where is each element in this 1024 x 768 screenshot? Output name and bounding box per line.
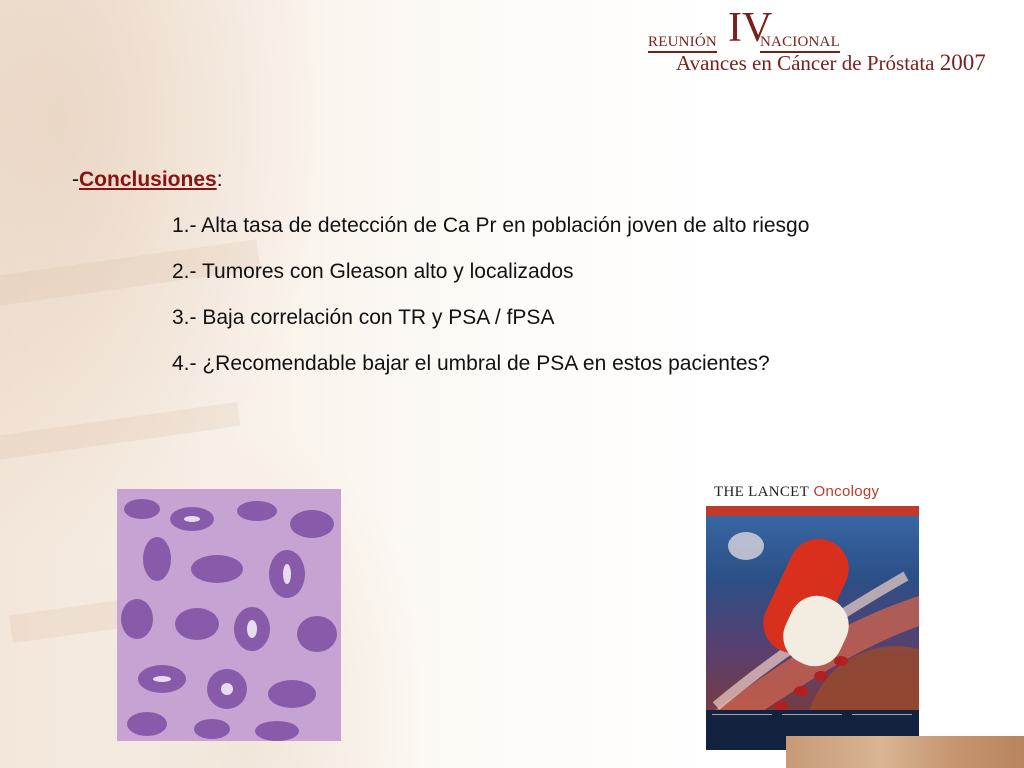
journal-name: THE LANCET — [714, 484, 810, 500]
list-item: 3.- Baja correlación con TR y PSA / fPSA — [172, 306, 555, 329]
section-heading — [72, 168, 223, 192]
logo-right-word: NACIONAL — [760, 34, 840, 53]
heading-suffix: : — [216, 168, 223, 191]
background-streak — [0, 402, 240, 462]
histology-illustration — [117, 489, 341, 741]
logo-numeral: IV — [728, 5, 773, 51]
conclusions-list — [172, 212, 809, 396]
histology-image — [117, 489, 341, 741]
journal-section: Oncology — [813, 483, 880, 500]
list-item: 1.- Alta tasa de detección de Ca Pr en población joven de alto riesgo — [172, 214, 810, 237]
heading-title: Conclusiones — [79, 168, 217, 191]
logo-subtitle — [676, 50, 986, 76]
logo-subtitle-text: Avances en Cáncer de Próstata — [676, 51, 935, 75]
contents-column — [712, 714, 772, 743]
list-item: 2.- Tumores con Gleason alto y localizados — [172, 260, 574, 283]
logo-year: 2007 — [939, 50, 986, 75]
heading-prefix: - — [72, 168, 79, 191]
footer-decoration — [786, 736, 1024, 768]
list-item: 4.- ¿Recomendable bajar el umbral de PSA en estos pacientes? — [172, 352, 770, 375]
journal-cover-image — [706, 506, 919, 750]
conference-logo — [648, 5, 1018, 78]
journal-title — [714, 483, 879, 501]
logo-left-word: REUNIÓN — [648, 34, 717, 53]
